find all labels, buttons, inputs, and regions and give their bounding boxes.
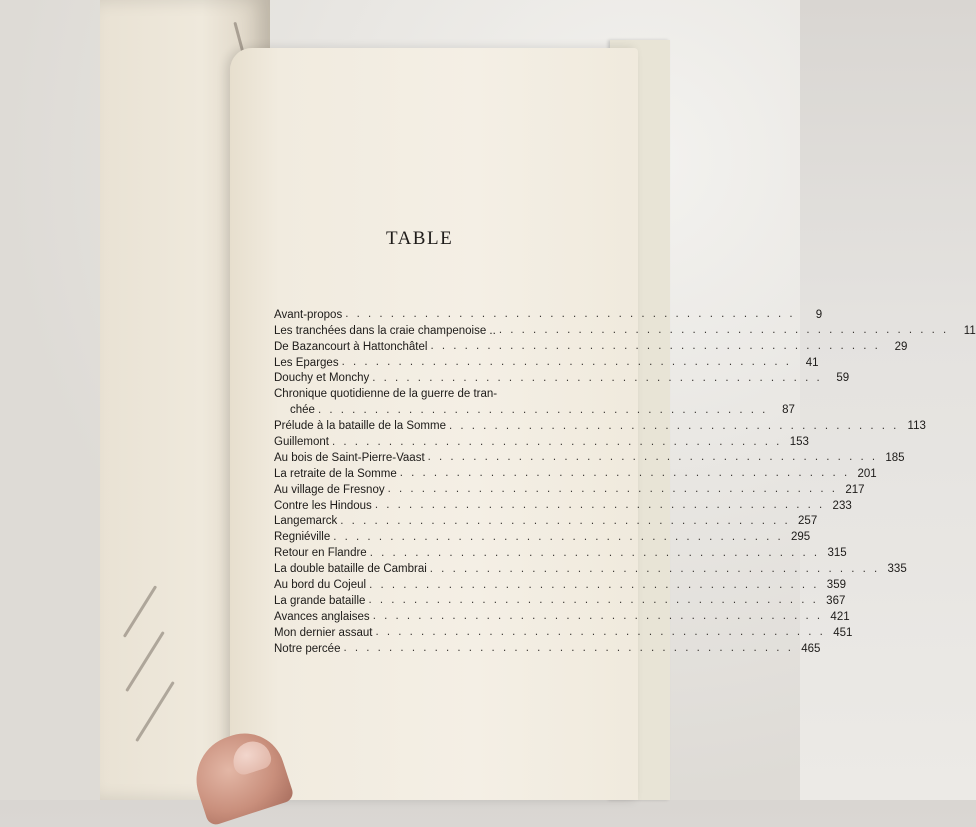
toc-entry-title: Au bord du Cojeul [274, 579, 367, 592]
toc-entry-page: 11 [963, 324, 976, 337]
table-of-contents [274, 305, 976, 655]
toc-leader-dots: . . . . . . . . . . . . . . . . . . . . . . . . . . . . . . . . . . . . . . . . [387, 483, 838, 496]
toc-entry [274, 591, 846, 607]
toc-entry-page: 41 [805, 356, 819, 369]
toc-entry-title: Guillemont [274, 436, 329, 449]
toc-entry-page: 59 [836, 372, 850, 385]
toc-entry-page: 29 [894, 340, 908, 353]
faint-line [123, 585, 157, 637]
toc-entry [274, 559, 907, 576]
toc-entry-title: Les tranchées dans la craie champenoise .. [274, 324, 496, 337]
toc-entry-title: Retour en Flandre [274, 547, 367, 560]
toc-entry-page: 185 [885, 451, 905, 464]
toc-entry [274, 496, 852, 512]
toc-entry-page: 113 [907, 420, 926, 433]
toc-entry-title: Les Eparges [274, 356, 339, 369]
toc-entry [274, 527, 811, 544]
toc-entry-title: De Bazancourt à Hattonchâtel [274, 340, 428, 353]
toc-leader-dots: . . . . . . . . . . . . . . . . . . . . . . . . . . . . . . . . . . . . . . . . [498, 324, 949, 337]
toc-leader-dots: . . . . . . . . . . . . . . . . . . . . . . . . . . . . . . . . . . . . . . . . [369, 578, 819, 591]
toc-entry-page: 359 [826, 579, 846, 592]
toc-leader-dots: . . . . . . . . . . . . . . . . . . . . . . . . . . . . . . . . . . . . . . . . [341, 356, 792, 369]
toc-entry-title: La retraite de la Somme [274, 467, 397, 480]
toc-entry-title: Avances anglaises [274, 610, 370, 623]
faint-line [125, 631, 165, 692]
toc-entry-title-cont: chée [290, 404, 315, 417]
toc-leader-dots: . . . . . . . . . . . . . . . . . . . . . . . . . . . . . . . . . . . . . . . . [340, 514, 791, 527]
toc-leader-dots: . . . . . . . . . . . . . . . . . . . . . . . . . . . . . . . . . . . . . . . . [430, 340, 881, 353]
toc-leader-dots: . . . . . . . . . . . . . . . . . . . . . . . . . . . . . . . . . . . . . . . . [343, 642, 794, 655]
toc-entry-page: 87 [782, 404, 795, 417]
toc-entry-page: 153 [789, 436, 809, 449]
toc-entry-title: Chronique quotidienne de la guerre de tran- [274, 388, 498, 401]
faint-line [135, 681, 175, 742]
toc-leader-dots: . . . . . . . . . . . . . . . . . . . . . . . . . . . . . . . . . . . . . . . . [331, 435, 782, 448]
toc-entry [274, 623, 853, 639]
toc-leader-dots: . . . . . . . . . . . . . . . . . . . . . . . . . . . . . . . . . . . . . . . . [317, 403, 768, 416]
toc-leader-dots: . . . . . . . . . . . . . . . . . . . . . . . . . . . . . . . . . . . . . . . . [429, 562, 880, 575]
toc-leader-dots: . . . . . . . . . . . . . . . . . . . . . . . . . . . . . . . . . . . . . . . . [372, 610, 823, 623]
toc-entry [274, 480, 865, 496]
toc-entry [274, 305, 823, 321]
toc-entry [274, 575, 846, 592]
toc-entry-title: La grande bataille [274, 594, 366, 607]
toc-entry [274, 353, 819, 369]
toc-entry-title: Au bois de Saint-Pierre-Vaast [274, 451, 425, 464]
toc-entry-title: Contre les Hindous [274, 499, 372, 512]
toc-entry-page: 295 [791, 531, 811, 544]
toc-entry-page: 367 [826, 594, 846, 607]
toc-leader-dots: . . . . . . . . . . . . . . . . . . . . . . . . . . . . . . . . . . . . . . . . [368, 594, 819, 607]
toc-leader-dots: . . . . . . . . . . . . . . . . . . . . . . . . . . . . . . . . . . . . . . . . [375, 626, 826, 639]
toc-entry-page: 335 [887, 563, 907, 576]
page-title: TABLE [386, 228, 454, 249]
toc-entry [274, 448, 905, 464]
toc-entry [274, 607, 850, 623]
toc-leader-dots: . . . . . . . . . . . . . . . . . . . . . . . . . . . . . . . . . . . . . . . . [345, 308, 796, 321]
toc-entry [274, 432, 809, 449]
toc-entry [274, 639, 821, 655]
toc-entry-title: Prélude à la bataille de la Somme [274, 420, 446, 433]
toc-entry [274, 321, 976, 337]
toc-entry [274, 337, 908, 353]
toc-entry [274, 543, 847, 560]
toc-entry-title: Langemarck [274, 515, 338, 528]
toc-entry-page: 451 [833, 626, 853, 639]
toc-leader-dots: . . . . . . . . . . . . . . . . . . . . . . . . . . . . . . . . . . . . . . . . [448, 419, 899, 432]
toc-entry-title: Au village de Fresnoy [274, 483, 385, 496]
toc-entry [274, 384, 550, 400]
toc-entry-title: La double bataille de Cambrai [274, 563, 427, 576]
toc-entry-page: 421 [830, 610, 850, 623]
toc-entry-title: Regniéville [274, 531, 331, 544]
toc-entry-page: 315 [827, 547, 847, 560]
toc-entry-page: 201 [857, 467, 877, 480]
toc-entry-page: 233 [832, 499, 852, 512]
toc-entry-page: 465 [801, 642, 821, 655]
toc-entry [274, 369, 850, 385]
toc-leader-dots: . . . . . . . . . . . . . . . . . . . . . . . . . . . . . . . . . . . . . . . . [372, 371, 823, 384]
toc-leader-dots: . . . . . . . . . . . . . . . . . . . . . . . . . . . . . . . . . . . . . . . . [399, 467, 850, 480]
toc-entry-continuation [274, 400, 795, 417]
toc-entry [274, 512, 818, 528]
toc-leader-dots: . . . . . . . . . . . . . . . . . . . . . . . . . . . . . . . . . . . . . . . . [369, 546, 820, 559]
toc-entry-title: Douchy et Monchy [274, 372, 370, 385]
toc-leader-dots: . . . . . . . . . . . . . . . . . . . . . . . . . . . . . . . . . . . . . . . . [374, 499, 825, 512]
toc-leader-dots: . . . . . . . . . . . . . . . . . . . . . . . . . . . . . . . . . . . . . . . . [427, 451, 878, 464]
toc-entry-title: Mon dernier assaut [274, 626, 373, 639]
toc-entry [274, 416, 926, 433]
toc-entry-title: Notre percée [274, 642, 341, 655]
toc-entry-page: 257 [798, 515, 818, 528]
toc-entry-page: 9 [815, 308, 823, 321]
toc-entry-page: 217 [845, 483, 865, 496]
toc-entry-title: Avant-propos [274, 308, 343, 321]
toc-entry [274, 464, 877, 480]
toc-leader-dots: . . . . . . . . . . . . . . . . . . . . . . . . . . . . . . . . . . . . . . . . [333, 530, 784, 543]
